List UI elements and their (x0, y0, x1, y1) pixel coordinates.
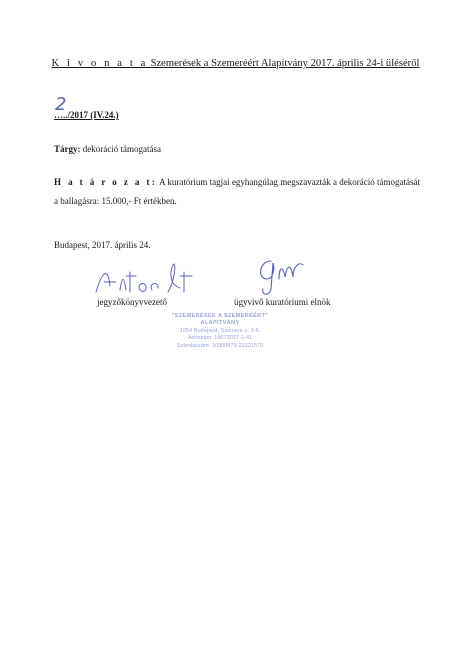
signature-left-label: jegyzőkönyvvezető (97, 297, 167, 307)
decision-label: H a t á r o z a t: (54, 177, 158, 187)
stamp-line-4: Adószám: 19673037-1-41 (187, 335, 253, 342)
stamp-line-2: ALAPÍTVÁNY (200, 320, 240, 327)
signature-right-label: ügyvivő kuratóriumi elnök (234, 297, 331, 307)
decision-text: A kuratórium tagjai egyhangúlag megszavazták a dekoráció támogatását a ballagásra: 15.000,- Ft értékben. (54, 177, 420, 206)
subject-text: dekoráció támogatása (80, 144, 161, 154)
title-kivonat: K i v o n a t a (51, 58, 148, 69)
signature-right-handwriting (253, 253, 313, 299)
handwritten-number: 2 (55, 94, 67, 115)
decision-paragraph (54, 173, 420, 211)
stamp-line-5: Számlaszám: 10300879-22221570 (176, 342, 264, 349)
stamp-line-3: 1054 Budapest, Szemere u. 3-5. (179, 327, 261, 334)
place-date: Budapest, 2017. április 24. (54, 240, 151, 250)
stamp-line-1: "SZEMERÉSEK A SZEMERÉÉRT" (171, 313, 269, 319)
signature-left-handwriting (90, 262, 200, 302)
subject-label: Tárgy: (54, 144, 81, 154)
foundation-stamp (160, 313, 280, 350)
title-rest: Szemerések a Szemeréért Alapítvány 2017. április 24-i üléséről (147, 58, 420, 69)
subject-line (54, 144, 161, 154)
resolution-number: …../2017 (IV.24.) (54, 110, 119, 120)
document-title (0, 58, 471, 69)
